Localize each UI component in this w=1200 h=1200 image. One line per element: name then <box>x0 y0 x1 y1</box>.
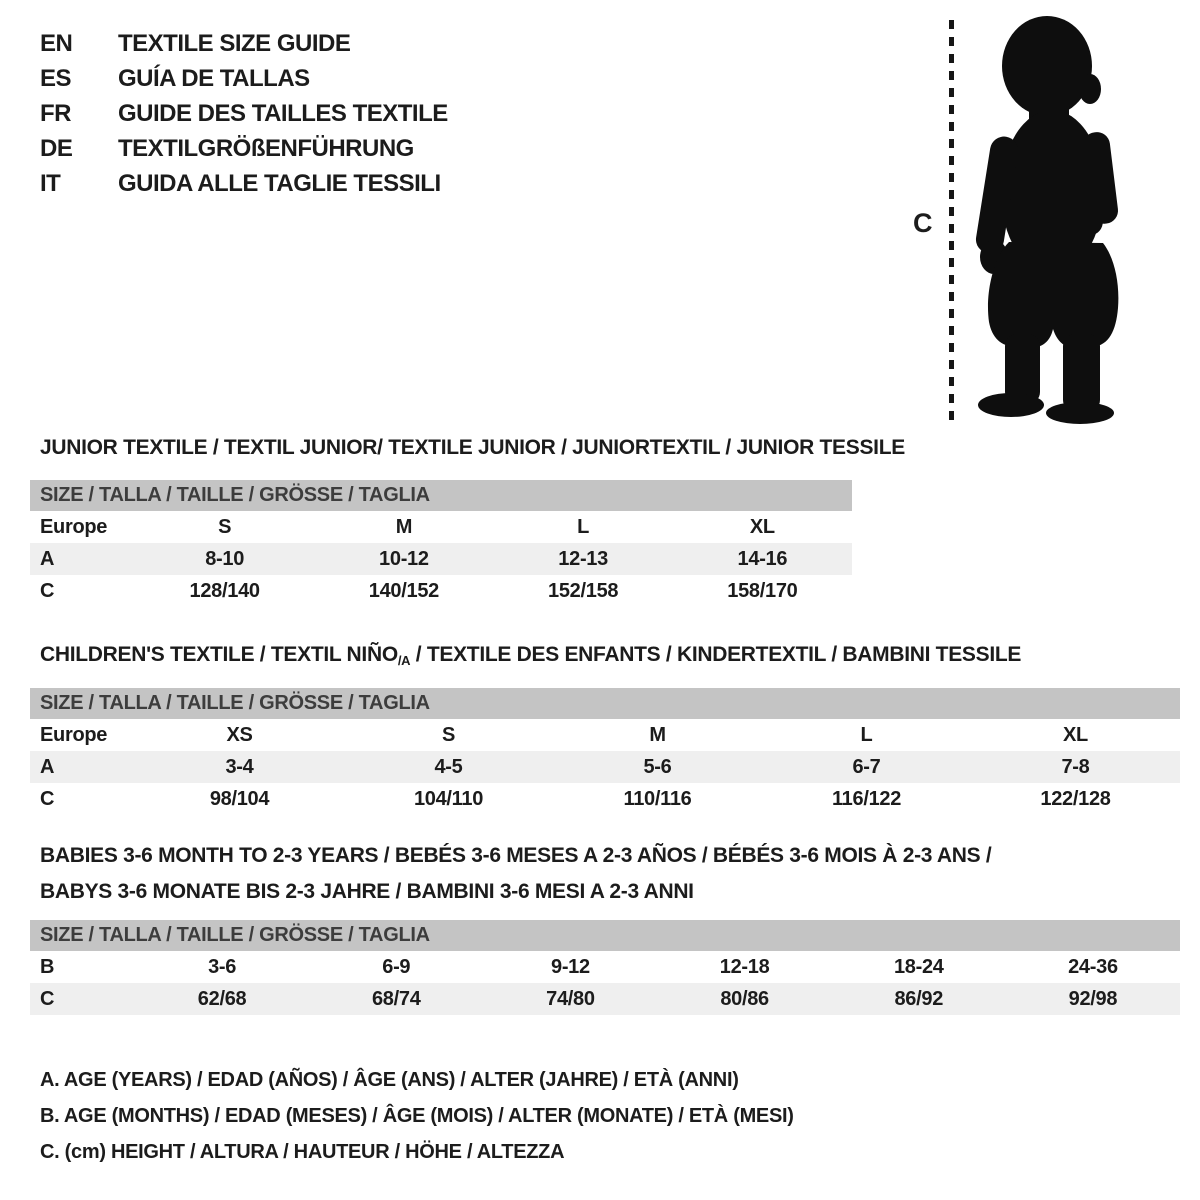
lang-code: FR <box>40 99 71 127</box>
height-dashed-line <box>949 20 954 420</box>
legend-age-years: A. AGE (YEARS) / EDAD (AÑOS) / ÂGE (ANS) / ALTER (JAHRE) / ETÀ (ANNI) <box>40 1069 739 1091</box>
lang-row-de <box>40 131 448 166</box>
children-table-body <box>30 719 1180 815</box>
table-cell: 3-4 <box>225 755 254 778</box>
table-row <box>30 983 1180 1015</box>
row-label: Europe <box>40 723 108 746</box>
table-cell: 24-36 <box>1068 955 1118 978</box>
junior-table-body <box>30 511 852 607</box>
lang-code: ES <box>40 64 72 92</box>
junior-section-title: JUNIOR TEXTILE / TEXTIL JUNIOR/ TEXTILE JUNIOR / JUNIORTEXTIL / JUNIOR TESSILE <box>40 436 905 459</box>
table-cell: XS <box>226 723 253 746</box>
table-cell: 116/122 <box>831 787 902 810</box>
row-label: Europe <box>40 515 108 538</box>
size-header-bar: SIZE / TALLA / TAILLE / GRÖSSE / TAGLIA <box>30 688 1180 719</box>
measure-c-label: C <box>913 208 933 238</box>
table-cell: 98/104 <box>209 787 270 810</box>
guide-title-fr: GUIDE DES TAILLES TEXTILE <box>118 99 448 127</box>
table-cell: L <box>860 723 873 746</box>
lang-code: EN <box>40 29 73 57</box>
table-cell: 128/140 <box>189 579 260 602</box>
table-cell: 158/170 <box>727 579 798 602</box>
row-label: B <box>40 955 55 978</box>
table-cell: M <box>395 515 413 538</box>
row-label: C <box>40 787 55 810</box>
table-cell: XL <box>1063 723 1088 746</box>
table-cell: 104/110 <box>413 787 484 810</box>
babies-size-table <box>30 920 1180 1015</box>
measurement-legend <box>40 1062 794 1170</box>
guide-title-es: GUÍA DE TALLAS <box>118 64 310 92</box>
row-label: A <box>40 547 55 570</box>
table-cell: 110/116 <box>623 787 692 810</box>
table-cell: XL <box>749 515 775 538</box>
table-cell: 80/86 <box>720 987 769 1010</box>
table-cell: 6-7 <box>852 755 881 778</box>
table-cell: 140/152 <box>368 579 439 602</box>
legend-age-months: B. AGE (MONTHS) / EDAD (MESES) / ÂGE (MOIS) / ALTER (MONATE) / ETÀ (MESI) <box>40 1105 794 1127</box>
table-row <box>30 719 1180 751</box>
table-cell: 10-12 <box>379 547 429 570</box>
lang-row-en <box>40 26 448 61</box>
table-cell: 62/68 <box>197 987 247 1010</box>
table-cell: 5-6 <box>643 755 672 778</box>
babies-title-line1: BABIES 3-6 MONTH TO 2-3 YEARS / BEBÉS 3-6 MESES A 2-3 AÑOS / BÉBÉS 3-6 MOIS À 2-3 ANS / <box>40 844 992 867</box>
table-cell: 4-5 <box>434 755 463 778</box>
table-cell: S <box>441 723 456 746</box>
children-title-sub: /A <box>397 653 411 668</box>
table-cell: M <box>649 723 666 746</box>
table-cell: 122/128 <box>1040 787 1111 810</box>
language-title-block <box>40 26 448 201</box>
table-cell: 6-9 <box>382 955 411 978</box>
table-row <box>30 543 852 575</box>
table-cell: 68/74 <box>371 987 421 1010</box>
table-cell: 12-13 <box>558 547 608 570</box>
children-title-pre: CHILDREN'S TEXTILE / TEXTIL NIÑO <box>40 643 398 666</box>
table-cell: S <box>218 515 232 538</box>
children-size-table <box>30 688 1180 815</box>
row-label: A <box>40 755 55 778</box>
lang-row-fr <box>40 96 448 131</box>
table-row <box>30 751 1180 783</box>
table-cell: 74/80 <box>546 987 595 1010</box>
table-cell: 12-18 <box>719 955 770 978</box>
height-measure-figure <box>905 12 1175 430</box>
lang-row-it <box>40 166 448 201</box>
table-cell: 9-12 <box>551 955 590 978</box>
guide-title-it: GUIDA ALLE TAGLIE TESSILI <box>118 169 441 197</box>
guide-title-de: TEXTILGRÖßENFÜHRUNG <box>118 134 414 162</box>
table-cell: 14-16 <box>737 547 788 570</box>
row-label: C <box>40 987 55 1010</box>
table-cell: L <box>577 515 590 538</box>
lang-code: IT <box>40 169 61 197</box>
table-cell: 18-24 <box>893 955 944 978</box>
table-cell: 86/92 <box>894 987 944 1010</box>
size-header-bar: SIZE / TALLA / TAILLE / GRÖSSE / TAGLIA <box>30 480 852 511</box>
babies-title-line2: BABYS 3-6 MONATE BIS 2-3 JAHRE / BAMBINI 3-6 MESI A 2-3 ANNI <box>40 880 694 903</box>
babies-table-body <box>30 951 1180 1015</box>
junior-size-table <box>30 480 852 607</box>
lang-code: DE <box>40 134 73 162</box>
children-title-post: / TEXTILE DES ENFANTS / KINDERTEXTIL / BAMBINI TESSILE <box>410 643 1022 666</box>
table-cell: 152/158 <box>548 579 619 602</box>
guide-title-en: TEXTILE SIZE GUIDE <box>118 29 351 57</box>
lang-row-es <box>40 61 448 96</box>
toddler-silhouette-icon <box>967 14 1142 424</box>
table-cell: 7-8 <box>1061 755 1090 778</box>
row-label: C <box>40 579 55 602</box>
table-row <box>30 575 852 607</box>
table-cell: 92/98 <box>1068 987 1118 1010</box>
children-section-title <box>40 641 1021 675</box>
table-cell: 3-6 <box>208 955 237 978</box>
table-row <box>30 951 1180 983</box>
size-header-bar: SIZE / TALLA / TAILLE / GRÖSSE / TAGLIA <box>30 920 1180 951</box>
table-row <box>30 511 852 543</box>
table-cell: 8-10 <box>205 547 245 570</box>
legend-height-cm: C. (cm) HEIGHT / ALTURA / HAUTEUR / HÖHE / ALTEZZA <box>40 1141 565 1163</box>
table-row <box>30 783 1180 815</box>
babies-section-title <box>40 838 991 910</box>
